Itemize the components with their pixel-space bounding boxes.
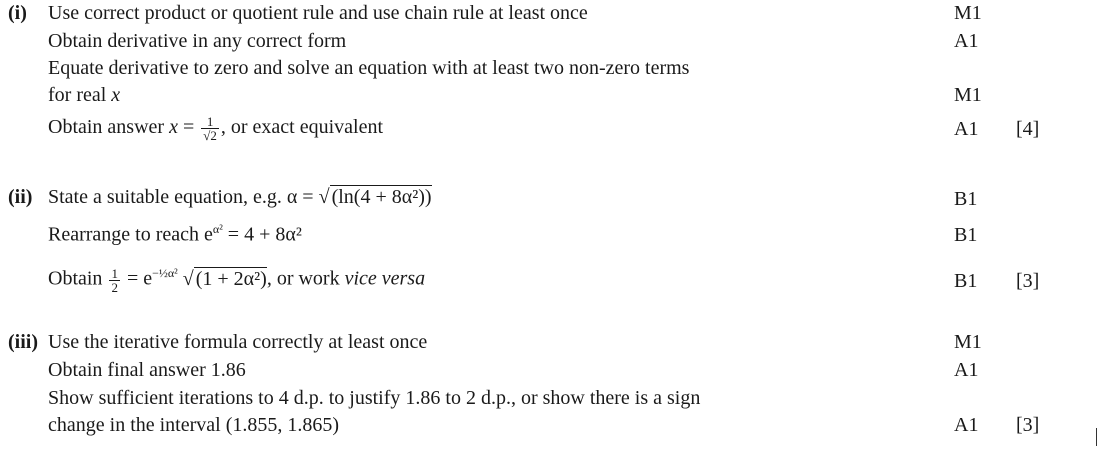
- part-label-i: (i): [8, 2, 27, 24]
- mark-i-5: A1: [954, 118, 979, 140]
- step-i-5-tail: , or exact equivalent: [220, 116, 384, 139]
- step-i-5: [48, 115, 383, 142]
- equals-e: = e: [121, 267, 153, 290]
- step-iii-1: Use the iterative formula correctly at least once: [48, 331, 428, 353]
- step-i-5-text: Obtain answer: [48, 116, 170, 139]
- fraction-numerator: 1: [201, 115, 219, 129]
- part-label-ii: (ii): [8, 186, 33, 208]
- mark-iii-1: M1: [954, 331, 982, 353]
- mark-ii-1: B1: [954, 188, 978, 210]
- fraction-one-half: [109, 267, 120, 294]
- text-cursor: [1096, 428, 1097, 446]
- step-i-3: Equate derivative to zero and solve an equation with at least two non-zero terms: [48, 57, 690, 79]
- step-iii-3: Show sufficient iterations to 4 d.p. to justify 1.86 to 2 d.p., or show there is a sign: [48, 387, 701, 409]
- step-ii-1-text: State a suitable equation, e.g. α =: [48, 186, 319, 208]
- radicand: (ln(4 + 8α²)): [331, 186, 432, 208]
- vice-versa-text: vice versa: [344, 267, 426, 290]
- step-ii-3-tail: , or work: [266, 267, 345, 290]
- mark-ii-3: B1: [954, 270, 978, 292]
- equals-sign: =: [177, 116, 200, 139]
- fraction-denominator: √2: [203, 128, 217, 143]
- step-i-1: Use correct product or quotient rule and use chain rule at least once: [48, 2, 588, 24]
- total-i: [4]: [1016, 118, 1040, 140]
- mark-iii-2: A1: [954, 359, 979, 381]
- square-root: √ (ln(4 + 8α²)): [318, 186, 432, 208]
- step-i-4: [48, 84, 120, 107]
- radicand: (1 + 2α²): [195, 267, 267, 290]
- part-label-iii: (iii): [8, 331, 38, 353]
- mark-i-4: M1: [954, 84, 982, 106]
- step-i-4-text: for real: [48, 84, 112, 106]
- mark-i-1: M1: [954, 2, 982, 24]
- square-root: √ (1 + 2α²): [182, 267, 267, 290]
- step-i-2: Obtain derivative in any correct form: [48, 30, 347, 52]
- exponent: α²: [212, 222, 223, 236]
- total-iii: [3]: [1016, 414, 1040, 436]
- exponent: −½α²: [152, 266, 178, 280]
- step-ii-2-text: Rearrange to reach e: [48, 223, 213, 246]
- variable-x: x: [169, 116, 178, 139]
- step-ii-3: [48, 266, 425, 294]
- mark-ii-2: B1: [954, 224, 978, 246]
- step-ii-2: [48, 222, 302, 247]
- step-iii-4: change in the interval (1.855, 1.865): [48, 414, 340, 436]
- step-ii-3-text: Obtain: [48, 267, 108, 290]
- step-ii-1: [48, 186, 432, 209]
- fraction-numerator: 1: [111, 265, 118, 281]
- step-ii-2-tail: = 4 + 8α²: [222, 223, 302, 246]
- step-iii-2: Obtain final answer 1.86: [48, 359, 246, 381]
- fraction-one-over-root-two: [201, 115, 219, 142]
- fraction-denominator: 2: [111, 279, 118, 295]
- mark-iii-4: A1: [954, 414, 979, 436]
- mark-i-2: A1: [954, 30, 979, 52]
- total-ii: [3]: [1016, 270, 1040, 292]
- variable-x: x: [111, 84, 121, 106]
